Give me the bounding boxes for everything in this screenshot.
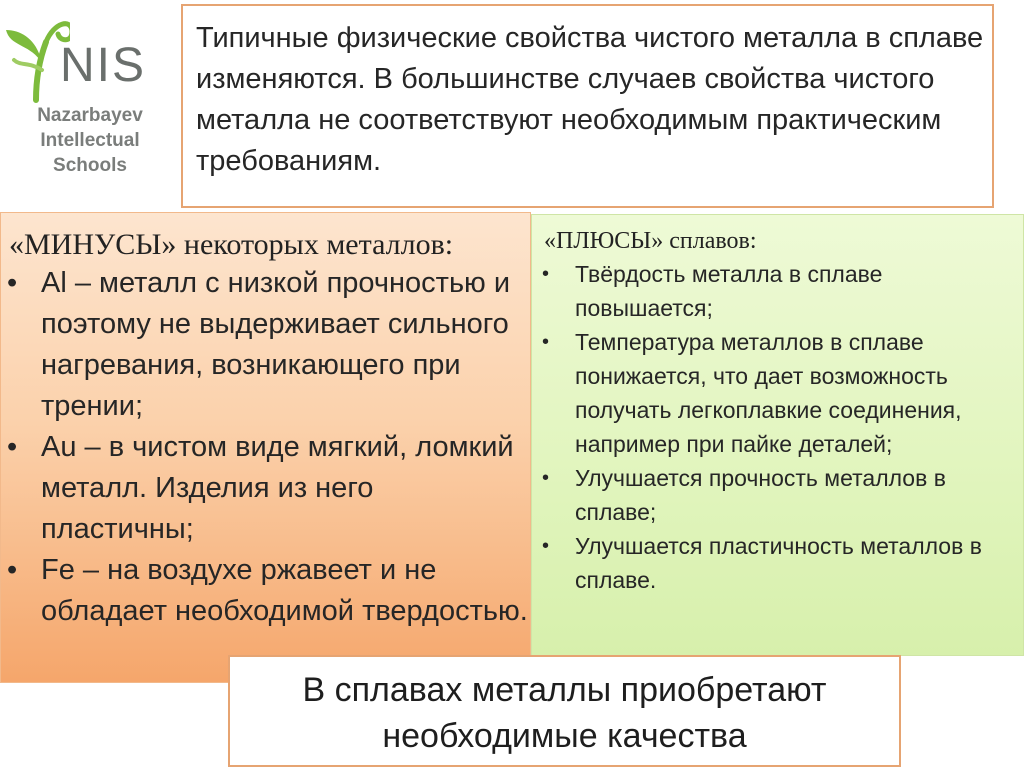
minus-item-al [7,263,531,427]
logo-line-schools: Schools [53,155,127,176]
pluses-title: «ПЛЮСЫ» сплавов: [544,228,757,254]
nis-logo [0,0,180,200]
pluses-list [542,257,1022,597]
minus-item-fe [7,550,531,632]
bullet-icon: • [7,267,18,299]
minuses-title: «МИНУСЫ» некоторых металлов: [9,228,454,261]
plus-item-text: Улучшается прочность металлов в сплаве; [575,465,946,525]
plus-item-plasticity [542,529,1022,597]
minus-item-au [7,427,531,550]
intro-box [181,4,994,208]
plus-item-temperature [542,325,1022,461]
plus-item-hardness [542,257,1022,325]
minus-item-text: Fe – на воздухе ржавеет и не обладает необходимой твердостью. [41,554,528,627]
bullet-icon: • [7,554,18,586]
bullet-icon: • [542,263,550,285]
conclusion-text: В сплавах металлы приобретают необходимые качества [302,671,827,755]
logo-line-nazarbayev: Nazarbayev [37,105,143,126]
plus-item-text: Температура металлов в сплаве понижается, что дает возможность получать легкоплавкие соединения, например при пайке деталей; [575,329,962,457]
minus-item-text: Al – металл с низкой прочностью и поэтому не выдерживает сильного нагревания, возникающего при трении; [41,267,511,422]
plus-item-strength [542,461,1022,529]
bullet-icon: • [542,535,550,557]
intro-text: Типичные физические свойства чистого металла в сплаве изменяются. В большинстве случаев свойства чистого металла не соответствуют необходимым практическим требованиям. [196,22,984,177]
plus-item-text: Твёрдость металла в сплаве повышается; [575,261,883,321]
bullet-icon: • [542,331,550,353]
logo-line-intellectual: Intellectual [40,130,140,151]
logo-wordmark: NIS [60,39,147,92]
conclusion-box [228,655,901,767]
plus-item-text: Улучшается пластичность металлов в сплаве. [575,533,982,593]
bullet-icon: • [542,467,550,489]
minuses-panel [0,212,531,683]
minus-item-text: Au – в чистом виде мягкий, ломкий металл. Изделия из него пластичны; [41,431,514,545]
minuses-list [7,263,531,632]
pluses-panel [531,214,1024,656]
bullet-icon: • [7,431,18,463]
